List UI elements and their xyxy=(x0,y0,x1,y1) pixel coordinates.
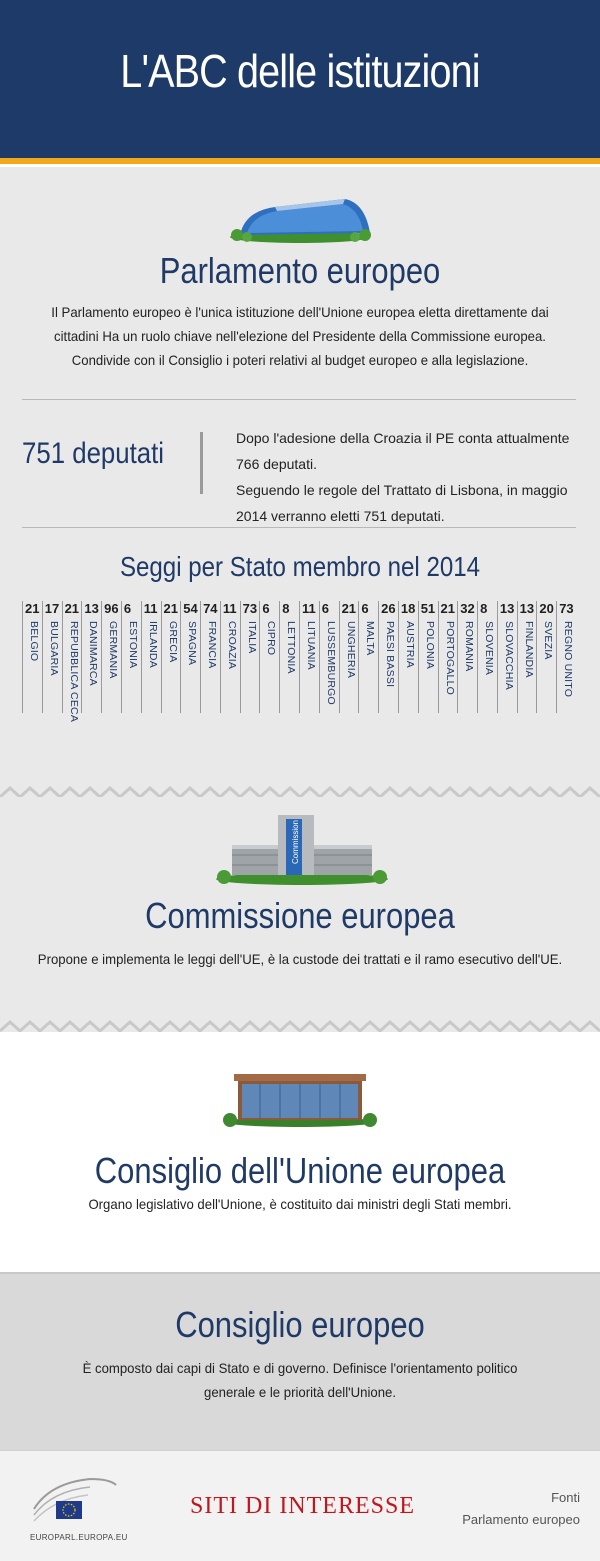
seat-column xyxy=(161,601,182,713)
seat-column xyxy=(279,601,300,713)
country-name: POLONIA xyxy=(423,621,436,670)
country-name: SLOVACCHIA xyxy=(502,621,515,690)
country-name: IRLANDA xyxy=(146,621,159,668)
consiglio-ue-description: Organo legislativo dell'Unione, è costituito dai ministri degli Stati membri. xyxy=(88,1196,512,1212)
section-consiglio-europeo xyxy=(0,1272,600,1452)
sources xyxy=(462,1487,580,1531)
seat-count: 21 xyxy=(341,601,357,616)
seat-count: 6 xyxy=(262,601,270,616)
country-name: PORTOGALLO xyxy=(443,621,456,695)
europarl-logo-text: EUROPARL.EUROPA.EU xyxy=(30,1533,128,1542)
seat-column xyxy=(398,601,419,713)
seat-column xyxy=(358,601,379,713)
country-name: FRANCIA xyxy=(206,621,219,669)
seat-column xyxy=(497,601,518,713)
seat-column xyxy=(457,601,478,713)
seat-count: 54 xyxy=(183,601,198,616)
siti-di-interesse-link[interactable]: SITI DI INTERESSE xyxy=(190,1493,415,1519)
country-name: MALTA xyxy=(364,621,377,656)
country-name: BELGIO xyxy=(28,621,40,662)
seat-count: 8 xyxy=(480,601,488,616)
seat-count: 73 xyxy=(559,601,574,616)
seat-column xyxy=(556,601,577,713)
vertical-divider xyxy=(200,432,203,494)
country-name: LUSSEMBURGO xyxy=(324,621,337,705)
section-consiglio-ue xyxy=(0,1032,600,1272)
country-name: ESTONIA xyxy=(126,621,139,669)
seat-count: 11 xyxy=(222,601,237,616)
country-name: REGNO UNITO xyxy=(562,621,575,698)
country-name: AUSTRIA xyxy=(403,621,416,668)
country-name: ROMANIA xyxy=(463,621,476,672)
seat-column xyxy=(180,601,201,713)
seat-column xyxy=(339,601,360,713)
commission-building-icon xyxy=(212,809,392,885)
page-title: L'ABC delle istituzioni xyxy=(120,45,480,97)
country-name: LITUANIA xyxy=(305,621,317,670)
country-name: REPUBBLICA CECA xyxy=(67,621,80,723)
commission-sign: Commission xyxy=(291,819,300,864)
seats-table xyxy=(22,601,576,723)
seat-count: 21 xyxy=(25,601,40,616)
section-commissione xyxy=(0,797,600,1032)
seat-count: 11 xyxy=(302,601,316,616)
seat-count: 6 xyxy=(321,601,330,616)
deputati-note-line2: Seguendo le regole del Trattato di Lisbona, in maggio 2014 verranno eletti 751 deputati. xyxy=(236,482,568,524)
divider-bottom xyxy=(22,527,576,528)
seat-column xyxy=(101,601,122,713)
seat-column xyxy=(477,601,498,713)
parlamento-description: Il Parlamento europeo è l'unica istituzione dell'Unione europea eletta direttamente dai cittadini Ha un ruolo chiave nell'elezione del Presidente della Commissione europea. Condivide con il Consiglio i poteri relativi al budget europeo e alla legislazione. xyxy=(51,304,549,368)
seat-count: 13 xyxy=(519,601,535,616)
seat-count: 17 xyxy=(44,601,60,616)
country-name: SPAGNA xyxy=(186,621,199,666)
seat-count: 20 xyxy=(539,601,554,616)
seat-column xyxy=(240,601,261,713)
seat-count: 18 xyxy=(400,601,416,616)
country-name: CROAZIA xyxy=(225,621,238,670)
seat-column xyxy=(121,601,142,713)
seat-count: 6 xyxy=(361,601,369,616)
seat-column xyxy=(418,601,439,713)
seat-column xyxy=(319,601,340,713)
country-name: FINLANDIA xyxy=(522,621,535,678)
header-banner xyxy=(0,0,600,158)
seat-count: 51 xyxy=(420,601,436,616)
seat-count: 13 xyxy=(84,601,99,616)
deputati-note-line1: Dopo l'adesione della Croazia il PE conta attualmente 766 deputati. xyxy=(236,430,570,472)
sources-label: Fonti xyxy=(551,1490,580,1505)
deputati-note xyxy=(236,425,581,529)
country-name: GERMANIA xyxy=(107,621,120,679)
country-name: SVEZIA xyxy=(542,621,555,660)
seat-column xyxy=(141,601,162,713)
consiglio-ue-heading: Consiglio dell'Unione europea xyxy=(94,1150,506,1191)
seat-count: 11 xyxy=(143,601,158,616)
seat-count: 6 xyxy=(123,601,132,616)
seat-count: 26 xyxy=(381,601,396,616)
country-name: CIPRO xyxy=(265,621,278,656)
deputati-count: 751 deputati xyxy=(22,437,165,470)
seat-column xyxy=(42,601,63,713)
country-name: ITALIA xyxy=(245,621,258,654)
seat-count: 74 xyxy=(203,601,218,616)
seat-column xyxy=(220,601,241,713)
seat-count: 96 xyxy=(104,601,119,616)
seat-count: 32 xyxy=(460,601,475,616)
seat-column xyxy=(438,601,459,713)
seat-count: 73 xyxy=(242,601,258,616)
seat-column xyxy=(22,601,43,713)
country-name: GRECIA xyxy=(166,621,179,663)
commissione-heading: Commissione europea xyxy=(145,895,455,936)
parliament-building-icon xyxy=(225,189,375,243)
parlamento-heading: Parlamento europeo xyxy=(159,250,441,291)
section-parlamento xyxy=(0,167,600,797)
consiglio-europeo-heading: Consiglio europeo xyxy=(175,1304,425,1345)
seat-column xyxy=(62,601,83,723)
seat-column xyxy=(200,601,221,713)
country-name: UNGHERIA xyxy=(344,621,357,679)
seat-column xyxy=(536,601,557,713)
seggi-title: Seggi per Stato membro nel 2014 xyxy=(119,551,481,582)
seat-count: 13 xyxy=(499,601,515,616)
divider-top xyxy=(22,399,576,400)
seat-column xyxy=(378,601,399,713)
seat-count: 8 xyxy=(282,601,290,616)
seat-count: 21 xyxy=(163,601,178,616)
seat-column xyxy=(299,601,320,713)
sources-value: Parlamento europeo xyxy=(462,1512,580,1527)
seat-column xyxy=(81,601,102,713)
seat-count: 21 xyxy=(64,601,80,616)
country-name: PAESI BASSI xyxy=(384,621,397,688)
council-building-icon xyxy=(220,1062,380,1128)
consiglio-europeo-description: È composto dai capi di Stato e di governo. Definisce l'orientamento politico generale e le priorità dell'Unione. xyxy=(82,1360,518,1400)
seat-count: 21 xyxy=(440,601,455,616)
seat-column xyxy=(259,601,280,713)
country-name: BULGARIA xyxy=(47,621,60,676)
country-name: SLOVENIA xyxy=(483,621,496,676)
europarl-logo[interactable] xyxy=(30,1471,120,1531)
commissione-description: Propone e implementa le leggi dell'UE, è la custode dei trattati e il ramo esecutivo dell'UE. xyxy=(37,951,563,967)
seat-column xyxy=(517,601,538,713)
footer xyxy=(0,1450,600,1561)
country-name: DANIMARCA xyxy=(87,621,100,686)
country-name: LETTONIA xyxy=(285,621,298,674)
